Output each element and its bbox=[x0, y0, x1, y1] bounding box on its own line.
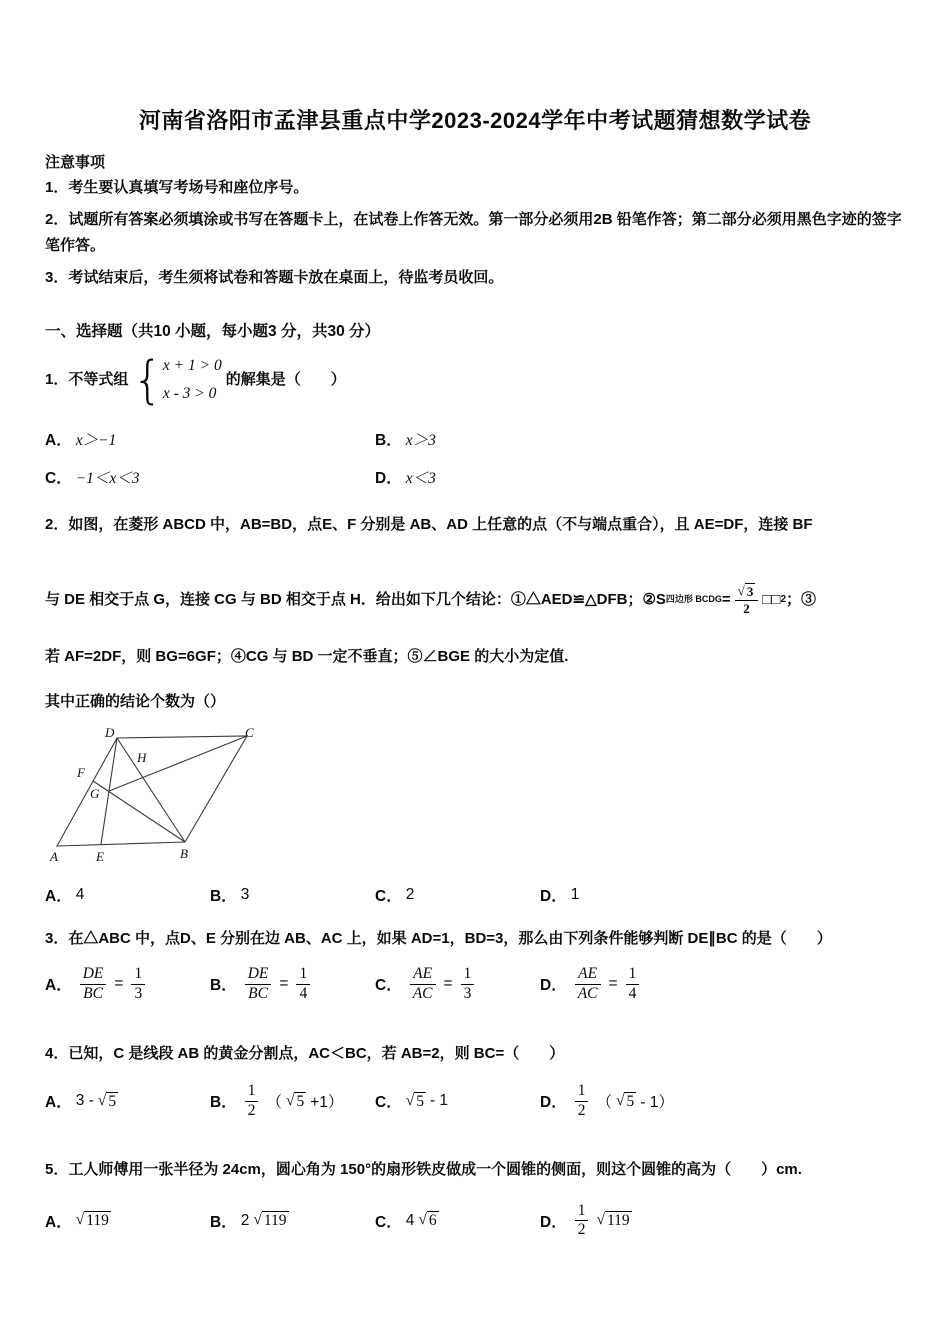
question-2-stem-line2 bbox=[45, 583, 905, 616]
question-2-stem-line4: 其中正确的结论个数为（） bbox=[45, 693, 226, 711]
section-header-choice: 一、选择题（共10 小题，每小题3 分，共30 分） bbox=[45, 323, 381, 340]
q1-suffix: 的解集是（ ） bbox=[225, 371, 346, 388]
question-1-stem bbox=[45, 353, 905, 406]
option-c bbox=[375, 1090, 540, 1112]
option-label: C． bbox=[375, 1094, 402, 1112]
option-label: D． bbox=[375, 470, 402, 487]
sqrt-radical: √ 119 bbox=[596, 1211, 631, 1230]
sqrt-radical: √ 119 bbox=[253, 1211, 288, 1230]
q1-inequality-1: x + 1 > 0 bbox=[162, 357, 222, 374]
q1-prefix: 1．不等式组 bbox=[45, 371, 129, 388]
q2-line2-pre: 与 DE 相交于点 G，连接 CG 与 BD 相交于点 H．给出如下几个结论：①△AED≌△DFB；②S bbox=[45, 591, 666, 609]
option-label: A． bbox=[45, 432, 72, 449]
figure-label-e: E bbox=[96, 849, 104, 865]
figure-label-a: A bbox=[50, 849, 58, 865]
option-text: 2 bbox=[405, 886, 415, 904]
equals-sign: = bbox=[114, 975, 124, 993]
sqrt-radical: √ 5 bbox=[616, 1092, 636, 1111]
option-label: B． bbox=[375, 432, 402, 449]
rhombus-figure bbox=[49, 728, 264, 873]
question-3-stem: 3．在△ABC 中，点D、E 分别在边 AB、AC 上，如果 AD=1，BD=3，那么由下列条件能够判断 DE∥BC 的是（ ） bbox=[45, 930, 832, 948]
fraction: $\frac{AE}{AC}$ bbox=[575, 965, 601, 1003]
option-a bbox=[45, 1210, 210, 1232]
fraction: $\frac{1}{3}$ bbox=[461, 965, 475, 1003]
option-a bbox=[45, 965, 210, 1003]
option-text: −1＜x＜3 bbox=[75, 470, 140, 487]
figure-label-f: F bbox=[77, 765, 85, 781]
option-b bbox=[375, 428, 905, 450]
option-text: 3 bbox=[240, 886, 250, 904]
figure-label-c: C bbox=[245, 728, 254, 741]
option-d bbox=[540, 884, 905, 906]
q2-eq: = bbox=[721, 591, 731, 609]
option-label: D． bbox=[540, 1094, 567, 1112]
option-label: C． bbox=[45, 470, 72, 487]
question-3-options bbox=[45, 965, 905, 1003]
sqrt-radical: √ 5 bbox=[98, 1092, 118, 1111]
sqrt-radical: √ 3 bbox=[738, 583, 756, 600]
option-label: A． bbox=[45, 1213, 72, 1231]
option-d bbox=[540, 1202, 905, 1240]
q2-superscript: 2 bbox=[780, 594, 786, 606]
fraction: $\frac{1}{3}$ bbox=[131, 965, 145, 1003]
question-1-options bbox=[45, 428, 905, 488]
option-b bbox=[210, 1082, 375, 1120]
option-label: D． bbox=[540, 888, 567, 906]
option-d bbox=[540, 965, 905, 1003]
option-a bbox=[45, 428, 375, 450]
fraction: $\frac{1}{4}$ bbox=[296, 965, 310, 1003]
option-text: 3 - bbox=[75, 1092, 94, 1110]
question-2-stem-line1: 2．如图，在菱形 ABCD 中，AB=BD，点E、F 分别是 AB、AD 上任意的点（不与端点重合），且 AE=DF，连接 BF bbox=[45, 516, 813, 533]
option-label: A． bbox=[45, 977, 72, 995]
question-2-figure bbox=[49, 728, 905, 878]
option-c bbox=[375, 1210, 540, 1232]
option-label: C． bbox=[375, 977, 402, 995]
notice-header: 注意事项 bbox=[45, 154, 106, 171]
option-label: B． bbox=[210, 1213, 237, 1231]
figure-label-d: D bbox=[105, 728, 115, 741]
fraction: $\frac{DE}{BC}$ bbox=[80, 965, 107, 1003]
notice-item-2: 2．试题所有答案必须填涂或书写在答题卡上，在试卷上作答无效。第一部分必须用2B 铅笔作答；第二部分必须用黑色字迹的签字笔作答。 bbox=[45, 211, 902, 254]
option-b bbox=[210, 1210, 375, 1232]
question-2-stem-line3: 若 AF=2DF，则 BG=6GF；④CG 与 BD 一定不垂直；⑤∠BGE 的大小为定值. bbox=[45, 648, 569, 666]
figure-label-h: H bbox=[137, 750, 147, 766]
inequality-system bbox=[132, 353, 221, 406]
option-text: x＜3 bbox=[405, 470, 436, 487]
option-c bbox=[45, 466, 375, 488]
option-label: C． bbox=[375, 888, 402, 906]
option-d bbox=[540, 1082, 905, 1120]
option-text: +1） bbox=[310, 1094, 344, 1112]
option-text: - 1） bbox=[640, 1094, 674, 1112]
q2-line2-post: ；③ bbox=[786, 591, 817, 609]
option-d bbox=[375, 466, 905, 488]
question-4-options bbox=[45, 1082, 905, 1120]
fraction: $\frac{AE}{AC}$ bbox=[410, 965, 436, 1003]
sqrt-radical: √ 5 bbox=[286, 1092, 306, 1111]
option-label: D． bbox=[540, 977, 567, 995]
option-label: D． bbox=[540, 1213, 567, 1231]
fraction: $\frac{1}{4}$ bbox=[626, 965, 640, 1003]
fraction: $\frac{1}{2}$ bbox=[575, 1202, 589, 1240]
option-label: C． bbox=[375, 1213, 402, 1231]
brace-icon bbox=[132, 356, 163, 404]
equals-sign: = bbox=[608, 975, 618, 993]
option-c bbox=[375, 884, 540, 906]
question-2-options bbox=[45, 884, 905, 906]
option-label: A． bbox=[45, 1094, 72, 1112]
equals-sign: = bbox=[279, 975, 289, 993]
option-text: x＞3 bbox=[405, 432, 436, 449]
option-text: 1 bbox=[570, 886, 580, 904]
fraction: $\frac{DE}{BC}$ bbox=[245, 965, 272, 1003]
option-c bbox=[375, 965, 540, 1003]
option-a bbox=[45, 884, 210, 906]
option-a bbox=[45, 1090, 210, 1112]
notice-item-3: 3．考试结束后，考生须将试卷和答题卡放在桌面上，待监考员收回。 bbox=[45, 269, 504, 286]
fraction: √ $\frac{3}{2}$ bbox=[735, 583, 759, 616]
question-4-stem: 4．已知，C 是线段 AB 的黄金分割点，AC＜BC，若 AB=2，则 BC=（ ） bbox=[45, 1045, 565, 1063]
option-text: 4 bbox=[75, 886, 85, 904]
option-label: B． bbox=[210, 977, 237, 995]
sqrt-radical: √ 5 bbox=[406, 1092, 426, 1111]
sqrt-radical: √ 6 bbox=[418, 1211, 438, 1230]
q1-inequality-2: x - 3 > 0 bbox=[162, 385, 217, 402]
notice-item-1: 1．考生要认真填写考场号和座位序号。 bbox=[45, 179, 309, 196]
question-5-options bbox=[45, 1202, 905, 1240]
option-text: x＞−1 bbox=[75, 432, 117, 449]
option-label: A． bbox=[45, 888, 72, 906]
option-b bbox=[210, 884, 375, 906]
q2-boxes: □□ bbox=[762, 591, 781, 609]
question-5-stem: 5．工人师傅用一张半径为 24cm，圆心角为 150°的扇形铁皮做成一个圆锥的侧面，则这个圆锥的高为（ ）cm. bbox=[45, 1160, 802, 1178]
option-label: B． bbox=[210, 888, 237, 906]
figure-label-g: G bbox=[90, 786, 100, 802]
equals-sign: = bbox=[443, 975, 453, 993]
fraction: $\frac{1}{2}$ bbox=[575, 1082, 589, 1120]
option-text: - 1 bbox=[429, 1092, 449, 1110]
sqrt-radical: √ 119 bbox=[76, 1211, 111, 1230]
figure-label-b: B bbox=[180, 846, 188, 862]
q2-subscript: 四边形 BCDG bbox=[665, 594, 722, 605]
coefficient: 4 bbox=[405, 1211, 415, 1229]
option-text: （ bbox=[596, 1094, 612, 1112]
option-label: B． bbox=[210, 1094, 237, 1112]
fraction: $\frac{1}{2}$ bbox=[245, 1082, 259, 1120]
option-b bbox=[210, 965, 375, 1003]
option-text: （ bbox=[266, 1094, 282, 1112]
page-title: 河南省洛阳市孟津县重点中学2023-2024学年中考试题猜想数学试卷 bbox=[138, 108, 812, 133]
coefficient: 2 bbox=[240, 1211, 250, 1229]
